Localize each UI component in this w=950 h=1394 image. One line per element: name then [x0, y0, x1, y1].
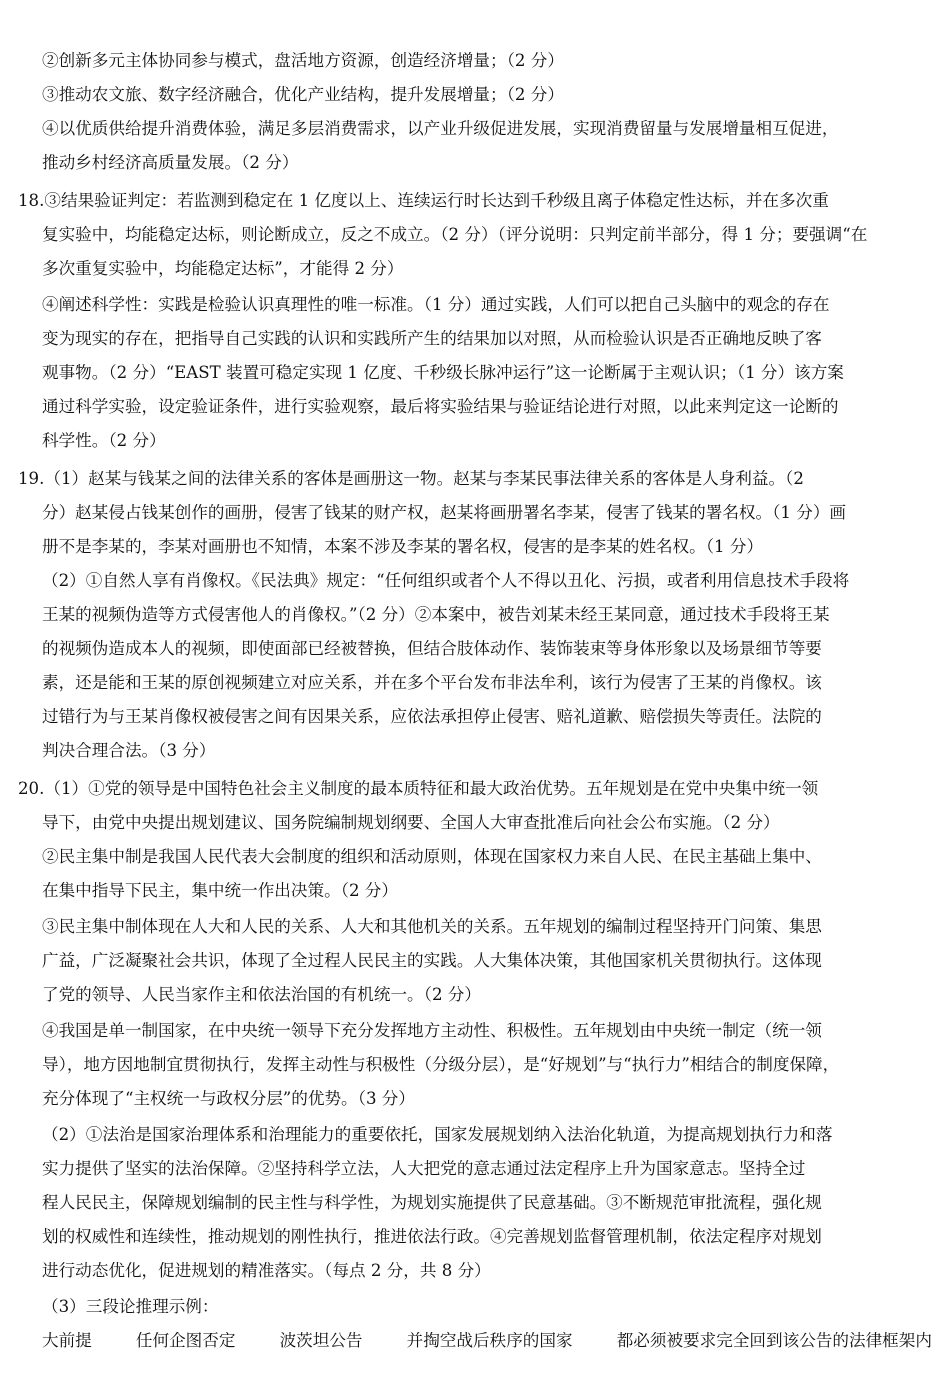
answer-19-line-2: 分）赵某侵占钱某创作的画册，侵害了钱某的财产权，赵某将画册署名李某，侵害了钱某的署名权。（1 分）画: [42, 503, 847, 522]
syllogism-label: 大前提: [42, 1331, 92, 1350]
answer-20-line-4: 在集中指导下民主，集中统一作出决策。（2 分）: [42, 881, 398, 900]
answer-20-part-1: 20.（1）①党的领导是中国特色社会主义制度的最本质特征和最大政治优势。五年规划是在党中央集中统一领: [18, 779, 819, 798]
answer-18-line-6: 观事物。（2 分）“EAST 装置可稳定实现 1 亿度、千秒级长脉冲运行”这一论断属于主观认识；（1 分）该方案: [42, 363, 844, 382]
syllogism-major-premise: [42, 1326, 932, 1356]
answer-20-point-2: ②民主集中制是我国人民代表大会制度的组织和活动原则，体现在国家权力来自人民、在民主基础上集中、: [42, 847, 822, 866]
answer-20-line-6: 广益，广泛凝聚社会共识，体现了全过程人民民主的实践。人大集体决策，其他国家机关贯彻执行。这体现: [42, 951, 822, 970]
answer-19-line-9: 判决合理合法。（3 分）: [42, 741, 216, 760]
syllogism-part-1: 任何企图否定: [135, 1331, 236, 1350]
syllogism-part-2: 波茨坦公告: [279, 1331, 363, 1350]
answer-17-point-2: ②创新多元主体协同参与模式，盘活地方资源，创造经济增量；（2 分）: [42, 51, 564, 70]
answer-19-part-2: （2）①自然人享有肖像权。《民法典》规定：“任何组织或者个人不得以丑化、污损，或者利用信息技术手段将: [42, 571, 850, 590]
answer-20-point-3: ③民主集中制体现在人大和人民的关系、人大和其他机关的关系。五年规划的编制过程坚持开门问策、集思: [42, 917, 822, 936]
answer-20-line-9: 导），地方因地制宜贯彻执行，发挥主动性与积极性（分级分层），是“好规划”与“执行力”相结合的制度保障，: [42, 1055, 840, 1074]
answer-20-part-2: （2）①法治是国家治理体系和治理能力的重要依托，国家发展规划纳入法治化轨道，为提高规划执行力和落: [42, 1125, 833, 1144]
answer-20-line-12: 实力提供了坚实的法治保障。②坚持科学立法，人大把党的意志通过法定程序上升为国家意志。坚持全过: [42, 1159, 806, 1178]
answer-19-line-7: 素，还是能和王某的原创视频建立对应关系，并在多个平台发布非法牟利，该行为侵害了王某的肖像权。该: [42, 673, 822, 692]
answer-19-part-1: 19.（1）赵某与钱某之间的法律关系的客体是画册这一物。赵某与李某民事法律关系的客体是人身利益。（2: [18, 469, 804, 488]
answer-17-point-4: ④以优质供给提升消费体验，满足多层消费需求，以产业升级促进发展，实现消费留量与发展增量相互促进，: [42, 119, 839, 138]
syllogism-part-4: 都必须被要求完全回到该公告的法律框架内: [616, 1331, 932, 1350]
answer-20-point-4: ④我国是单一制国家，在中央统一领导下充分发挥地方主动性、积极性。五年规划由中央统一制定（统一领: [42, 1021, 822, 1040]
answer-20-line-2: 导下，由党中央提出规划建议、国务院编制规划纲要、全国人大审查批准后向社会公布实施。（2 分）: [42, 813, 780, 832]
answer-17-point-3: ③推动农文旅、数字经济融合，优化产业结构，提升发展增量；（2 分）: [42, 85, 564, 104]
syllogism-part-3: 并掏空战后秩序的国家: [406, 1331, 573, 1350]
answer-20-line-10: 充分体现了“主权统一与政权分层”的优势。（3 分）: [42, 1089, 415, 1108]
answer-19-line-6: 的视频伪造成本人的视频，即使面部已经被替换，但结合肢体动作、装饰装束等身体形象以及场景细节等要: [42, 639, 822, 658]
answer-18-line-2: 复实验中，均能稳定达标，则论断成立，反之不成立。（2 分）（评分说明：只判定前半部分，得 1 分；要强调“在: [42, 225, 868, 244]
answer-18-line-8: 科学性。（2 分）: [42, 431, 166, 450]
answer-18-line-5: 变为现实的存在，把指导自己实践的认识和实践所产生的结果加以对照，从而检验认识是否正确地反映了客: [42, 329, 822, 348]
answer-19-line-8: 过错行为与王某肖像权被侵害之间有因果关系，应依法承担停止侵害、赔礼道歉、赔偿损失等责任。法院的: [42, 707, 822, 726]
answer-20-line-7: 了党的领导、人民当家作主和依法治国的有机统一。（2 分）: [42, 985, 481, 1004]
answer-20-line-15: 进行动态优化，促进规划的精准落实。（每点 2 分，共 8 分）: [42, 1261, 491, 1280]
answer-18-line-7: 通过科学实验，设定验证条件，进行实验观察，最后将实验结果与验证结论进行对照，以此来判定这一论断的: [42, 397, 839, 416]
answer-18-point-4: ④阐述科学性：实践是检验认识真理性的唯一标准。（1 分）通过实践，人们可以把自己头脑中的观念的存在: [42, 295, 830, 314]
answer-17-point-4-cont: 推动乡村经济高质量发展。（2 分）: [42, 153, 299, 172]
answer-20-line-13: 程人民民主，保障规划编制的民主性与科学性，为规划实施提供了民意基础。③不断规范审批流程，强化规: [42, 1193, 822, 1212]
answer-20-line-14: 划的权威性和连续性，推动规划的刚性执行，推进依法行政。④完善规划监督管理机制，依法定程序对规划: [42, 1227, 822, 1246]
answer-19-line-3: 册不是李某的，李某对画册也不知情，本案不涉及李某的署名权，侵害的是李某的姓名权。（1 分）: [42, 537, 764, 556]
answer-18-line-3: 多次重复实验中，均能稳定达标”，才能得 2 分）: [42, 259, 404, 278]
answer-18-point-3: 18.③结果验证判定：若监测到稳定在 1 亿度以上、连续运行时长达到千秒级且离子体稳定性达标，并在多次重: [18, 191, 829, 210]
answer-20-part-3: （3）三段论推理示例：: [42, 1297, 219, 1316]
answer-19-line-5: 王某的视频伪造等方式侵害他人的肖像权。”（2 分）②本案中，被告刘某未经王某同意，通过技术手段将王某: [42, 605, 830, 624]
